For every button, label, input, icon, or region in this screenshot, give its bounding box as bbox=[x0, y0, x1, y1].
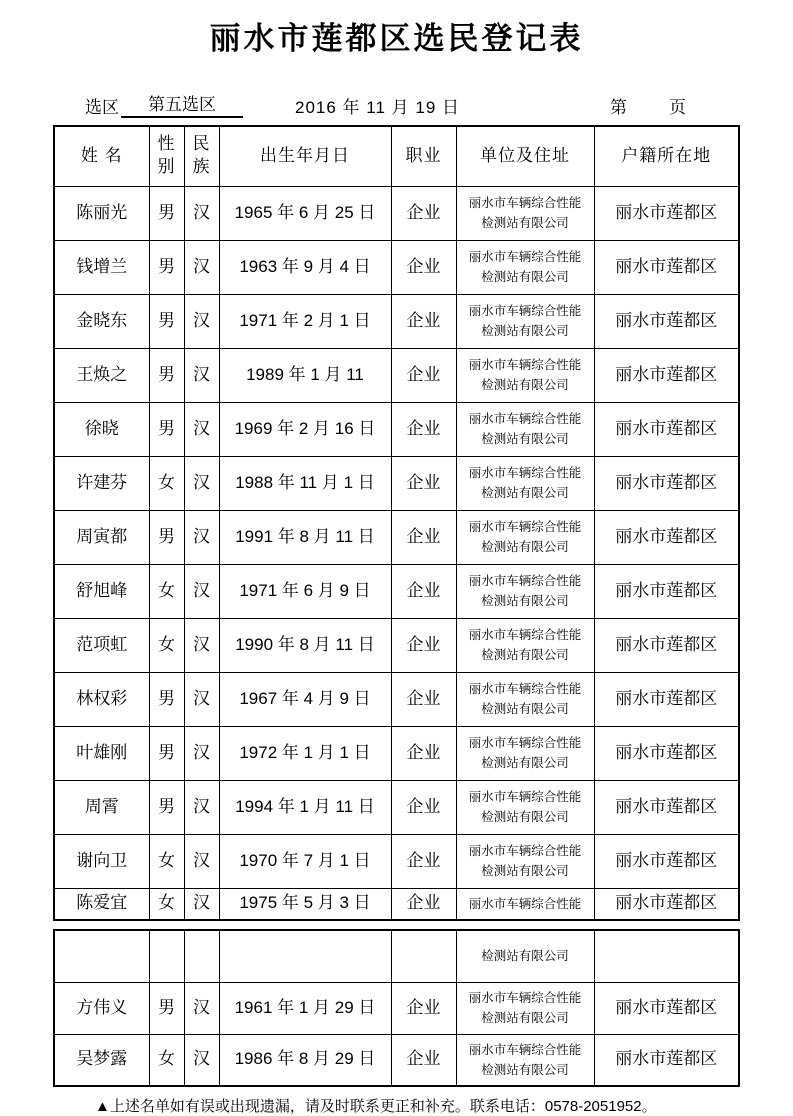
unit-line2: 检测站有限公司 bbox=[481, 702, 569, 716]
unit-cell bbox=[456, 834, 594, 888]
gender-cell: 女 bbox=[149, 888, 184, 920]
page-title: 丽水市莲都区选民登记表 bbox=[209, 21, 584, 56]
name-cell: 林权彩 bbox=[54, 672, 149, 726]
registration-cell: 丽水市莲都区 bbox=[594, 888, 739, 920]
occupation-cell: 企业 bbox=[391, 294, 456, 348]
unit-line1: 丽水市车辆综合性能 bbox=[468, 358, 582, 372]
birth-cell: 1970 年 7 月 1 日 bbox=[219, 834, 391, 888]
registration-cell: 丽水市莲都区 bbox=[594, 618, 739, 672]
birth-cell: 1972 年 1 月 1 日 bbox=[219, 726, 391, 780]
registration-cell: 丽水市莲都区 bbox=[594, 672, 739, 726]
gender-cell: 男 bbox=[149, 348, 184, 402]
registration-cell: 丽水市莲都区 bbox=[594, 564, 739, 618]
page-number-label-last: 页 bbox=[669, 98, 686, 117]
ethnicity-cell bbox=[184, 930, 219, 982]
name-cell: 叶雄刚 bbox=[54, 726, 149, 780]
name-cell: 周霄 bbox=[54, 780, 149, 834]
unit-line1: 丽水市车辆综合性能 bbox=[468, 628, 582, 642]
occupation-cell bbox=[391, 930, 456, 982]
name-cell: 吴梦露 bbox=[54, 1034, 149, 1086]
registration-cell: 丽水市莲都区 bbox=[594, 834, 739, 888]
name-cell: 陈爱宜 bbox=[54, 888, 149, 920]
birth-cell: 1975 年 5 月 3 日 bbox=[219, 888, 391, 920]
unit-line2: 检测站有限公司 bbox=[481, 594, 569, 608]
name-cell: 舒旭峰 bbox=[54, 564, 149, 618]
meta-line bbox=[85, 92, 793, 118]
unit-cell bbox=[456, 402, 594, 456]
voter-table-page2 bbox=[53, 929, 740, 1087]
unit-line1: 丽水市车辆综合性能 bbox=[468, 574, 582, 588]
gender-cell: 男 bbox=[149, 780, 184, 834]
registration-cell: 丽水市莲都区 bbox=[594, 1034, 739, 1086]
unit-cell bbox=[456, 982, 594, 1034]
gender-cell: 女 bbox=[149, 618, 184, 672]
occupation-cell: 企业 bbox=[391, 672, 456, 726]
gender-cell bbox=[149, 930, 184, 982]
occupation-cell: 企业 bbox=[391, 888, 456, 920]
unit-line2: 检测站有限公司 bbox=[481, 1062, 569, 1077]
registration-cell: 丽水市莲都区 bbox=[594, 726, 739, 780]
occupation-cell: 企业 bbox=[391, 348, 456, 402]
registration-cell: 丽水市莲都区 bbox=[594, 510, 739, 564]
name-cell: 范项虹 bbox=[54, 618, 149, 672]
table-row bbox=[54, 672, 739, 726]
birth-cell: 1971 年 2 月 1 日 bbox=[219, 294, 391, 348]
unit-line1: 丽水市车辆综合性能 bbox=[468, 196, 582, 210]
unit-line2: 检测站有限公司 bbox=[481, 486, 569, 500]
header-name: 姓 名 bbox=[54, 126, 149, 186]
unit-cell bbox=[456, 456, 594, 510]
table-row bbox=[54, 888, 739, 920]
unit-line2: 检测站有限公司 bbox=[481, 864, 569, 878]
page-number-label-first: 第 bbox=[610, 98, 627, 117]
name-cell: 金晓东 bbox=[54, 294, 149, 348]
ethnicity-cell: 汉 bbox=[184, 510, 219, 564]
birth-cell: 1965 年 6 月 25 日 bbox=[219, 186, 391, 240]
unit-cell bbox=[456, 186, 594, 240]
birth-cell: 1963 年 9 月 4 日 bbox=[219, 240, 391, 294]
occupation-cell: 企业 bbox=[391, 982, 456, 1034]
gender-cell: 男 bbox=[149, 402, 184, 456]
unit-line2: 检测站有限公司 bbox=[481, 810, 569, 824]
occupation-cell: 企业 bbox=[391, 834, 456, 888]
registration-cell bbox=[594, 930, 739, 982]
gender-cell: 男 bbox=[149, 294, 184, 348]
meta-date: 2016 年 11 月 19 日 bbox=[295, 98, 460, 117]
unit-cell bbox=[456, 510, 594, 564]
registration-cell: 丽水市莲都区 bbox=[594, 456, 739, 510]
gender-cell: 男 bbox=[149, 672, 184, 726]
unit-cell bbox=[456, 294, 594, 348]
gender-cell: 男 bbox=[149, 240, 184, 294]
unit-line1: 丽水市车辆综合性能 bbox=[468, 520, 582, 534]
registration-cell: 丽水市莲都区 bbox=[594, 240, 739, 294]
birth-cell: 1988 年 11 月 1 日 bbox=[219, 456, 391, 510]
name-cell: 周寅都 bbox=[54, 510, 149, 564]
name-cell: 谢向卫 bbox=[54, 834, 149, 888]
unit-cell bbox=[456, 348, 594, 402]
header-unit: 单位及住址 bbox=[456, 126, 594, 186]
table-row bbox=[54, 834, 739, 888]
table-row bbox=[54, 348, 739, 402]
unit-line1: 丽水市车辆综合性能 bbox=[468, 466, 582, 480]
unit-cell bbox=[456, 618, 594, 672]
birth-cell: 1994 年 1 月 11 日 bbox=[219, 780, 391, 834]
table-row bbox=[54, 982, 739, 1034]
gender-cell: 女 bbox=[149, 1034, 184, 1086]
table-row bbox=[54, 618, 739, 672]
unit-line1: 丽水市车辆综合性能 bbox=[468, 790, 582, 804]
birth-cell: 1986 年 8 月 29 日 bbox=[219, 1034, 391, 1086]
unit-cell bbox=[456, 672, 594, 726]
unit-line2: 检测站有限公司 bbox=[481, 949, 569, 964]
gender-cell: 女 bbox=[149, 564, 184, 618]
table-row bbox=[54, 780, 739, 834]
header-registration: 户籍所在地 bbox=[594, 126, 739, 186]
ethnicity-cell: 汉 bbox=[184, 240, 219, 294]
occupation-cell: 企业 bbox=[391, 726, 456, 780]
name-cell: 王焕之 bbox=[54, 348, 149, 402]
ethnicity-cell: 汉 bbox=[184, 186, 219, 240]
gender-cell: 男 bbox=[149, 726, 184, 780]
occupation-cell: 企业 bbox=[391, 1034, 456, 1086]
unit-line2: 检测站有限公司 bbox=[481, 1011, 569, 1025]
birth-cell: 1971 年 6 月 9 日 bbox=[219, 564, 391, 618]
ethnicity-cell: 汉 bbox=[184, 294, 219, 348]
table-row bbox=[54, 240, 739, 294]
unit-line2: 检测站有限公司 bbox=[481, 270, 569, 284]
gender-cell: 女 bbox=[149, 834, 184, 888]
registration-cell: 丽水市莲都区 bbox=[594, 982, 739, 1034]
birth-cell: 1967 年 4 月 9 日 bbox=[219, 672, 391, 726]
name-cell: 方伟义 bbox=[54, 982, 149, 1034]
ethnicity-cell: 汉 bbox=[184, 456, 219, 510]
unit-line1: 丽水市车辆综合性能 bbox=[468, 736, 582, 750]
occupation-cell: 企业 bbox=[391, 564, 456, 618]
gender-cell: 男 bbox=[149, 510, 184, 564]
table-row bbox=[54, 510, 739, 564]
unit-cell bbox=[456, 564, 594, 618]
unit-line2: 检测站有限公司 bbox=[481, 648, 569, 662]
ethnicity-cell: 汉 bbox=[184, 618, 219, 672]
unit-line1: 丽水市车辆综合性能 bbox=[468, 896, 582, 911]
unit-cell bbox=[456, 240, 594, 294]
unit-cell bbox=[456, 888, 594, 920]
table-row bbox=[54, 930, 739, 982]
header-birth: 出生年月日 bbox=[219, 126, 391, 186]
header-ethnicity: 民族 bbox=[184, 126, 219, 186]
ethnicity-cell: 汉 bbox=[184, 402, 219, 456]
table-row bbox=[54, 564, 739, 618]
registration-cell: 丽水市莲都区 bbox=[594, 348, 739, 402]
birth-cell: 1961 年 1 月 29 日 bbox=[219, 982, 391, 1034]
table-row bbox=[54, 456, 739, 510]
unit-line1: 丽水市车辆综合性能 bbox=[468, 250, 582, 264]
district-value: 第五选区 bbox=[121, 90, 243, 118]
ethnicity-cell: 汉 bbox=[184, 982, 219, 1034]
unit-line1: 丽水市车辆综合性能 bbox=[468, 844, 582, 858]
table-row bbox=[54, 402, 739, 456]
birth-cell: 1991 年 8 月 11 日 bbox=[219, 510, 391, 564]
name-cell: 陈丽光 bbox=[54, 186, 149, 240]
gender-cell: 女 bbox=[149, 456, 184, 510]
registration-cell: 丽水市莲都区 bbox=[594, 294, 739, 348]
unit-line1: 丽水市车辆综合性能 bbox=[468, 682, 582, 696]
registration-cell: 丽水市莲都区 bbox=[594, 186, 739, 240]
table-header-row bbox=[54, 126, 739, 186]
unit-line2: 检测站有限公司 bbox=[481, 540, 569, 554]
unit-line2: 检测站有限公司 bbox=[481, 216, 569, 230]
name-cell: 徐晓 bbox=[54, 402, 149, 456]
table-row bbox=[54, 726, 739, 780]
occupation-cell: 企业 bbox=[391, 780, 456, 834]
ethnicity-cell: 汉 bbox=[184, 834, 219, 888]
unit-line2: 检测站有限公司 bbox=[481, 756, 569, 770]
registration-cell: 丽水市莲都区 bbox=[594, 402, 739, 456]
ethnicity-cell: 汉 bbox=[184, 888, 219, 920]
gender-cell: 男 bbox=[149, 186, 184, 240]
district-label: 选区 bbox=[85, 98, 119, 117]
ethnicity-cell: 汉 bbox=[184, 1034, 219, 1086]
unit-cell bbox=[456, 726, 594, 780]
table-row bbox=[54, 186, 739, 240]
table-row bbox=[54, 294, 739, 348]
unit-line2: 检测站有限公司 bbox=[481, 324, 569, 338]
ethnicity-cell: 汉 bbox=[184, 672, 219, 726]
registration-cell: 丽水市莲都区 bbox=[594, 780, 739, 834]
birth-cell: 1989 年 1 月 11 bbox=[219, 348, 391, 402]
occupation-cell: 企业 bbox=[391, 402, 456, 456]
header-occupation: 职业 bbox=[391, 126, 456, 186]
ethnicity-cell: 汉 bbox=[184, 348, 219, 402]
footer-note: ▲上述名单如有误或出现遗漏，请及时联系更正和补充。联系电话：0578-2051952。 bbox=[95, 1098, 657, 1115]
unit-line1: 丽水市车辆综合性能 bbox=[468, 304, 582, 318]
occupation-cell: 企业 bbox=[391, 240, 456, 294]
table-row bbox=[54, 1034, 739, 1086]
unit-cell bbox=[456, 930, 594, 982]
name-cell: 钱增兰 bbox=[54, 240, 149, 294]
ethnicity-cell: 汉 bbox=[184, 780, 219, 834]
name-cell bbox=[54, 930, 149, 982]
unit-line1: 丽水市车辆综合性能 bbox=[468, 1042, 582, 1057]
unit-line1: 丽水市车辆综合性能 bbox=[468, 991, 582, 1005]
unit-line2: 检测站有限公司 bbox=[481, 378, 569, 392]
birth-cell: 1969 年 2 月 16 日 bbox=[219, 402, 391, 456]
header-gender: 性别 bbox=[149, 126, 184, 186]
birth-cell: 1990 年 8 月 11 日 bbox=[219, 618, 391, 672]
occupation-cell: 企业 bbox=[391, 456, 456, 510]
ethnicity-cell: 汉 bbox=[184, 726, 219, 780]
voter-table-page1 bbox=[53, 125, 740, 921]
unit-cell bbox=[456, 1034, 594, 1086]
unit-cell bbox=[456, 780, 594, 834]
name-cell: 许建芬 bbox=[54, 456, 149, 510]
occupation-cell: 企业 bbox=[391, 510, 456, 564]
gender-cell: 男 bbox=[149, 982, 184, 1034]
unit-line1: 丽水市车辆综合性能 bbox=[468, 412, 582, 426]
birth-cell bbox=[219, 930, 391, 982]
occupation-cell: 企业 bbox=[391, 186, 456, 240]
ethnicity-cell: 汉 bbox=[184, 564, 219, 618]
unit-line2: 检测站有限公司 bbox=[481, 432, 569, 446]
occupation-cell: 企业 bbox=[391, 618, 456, 672]
